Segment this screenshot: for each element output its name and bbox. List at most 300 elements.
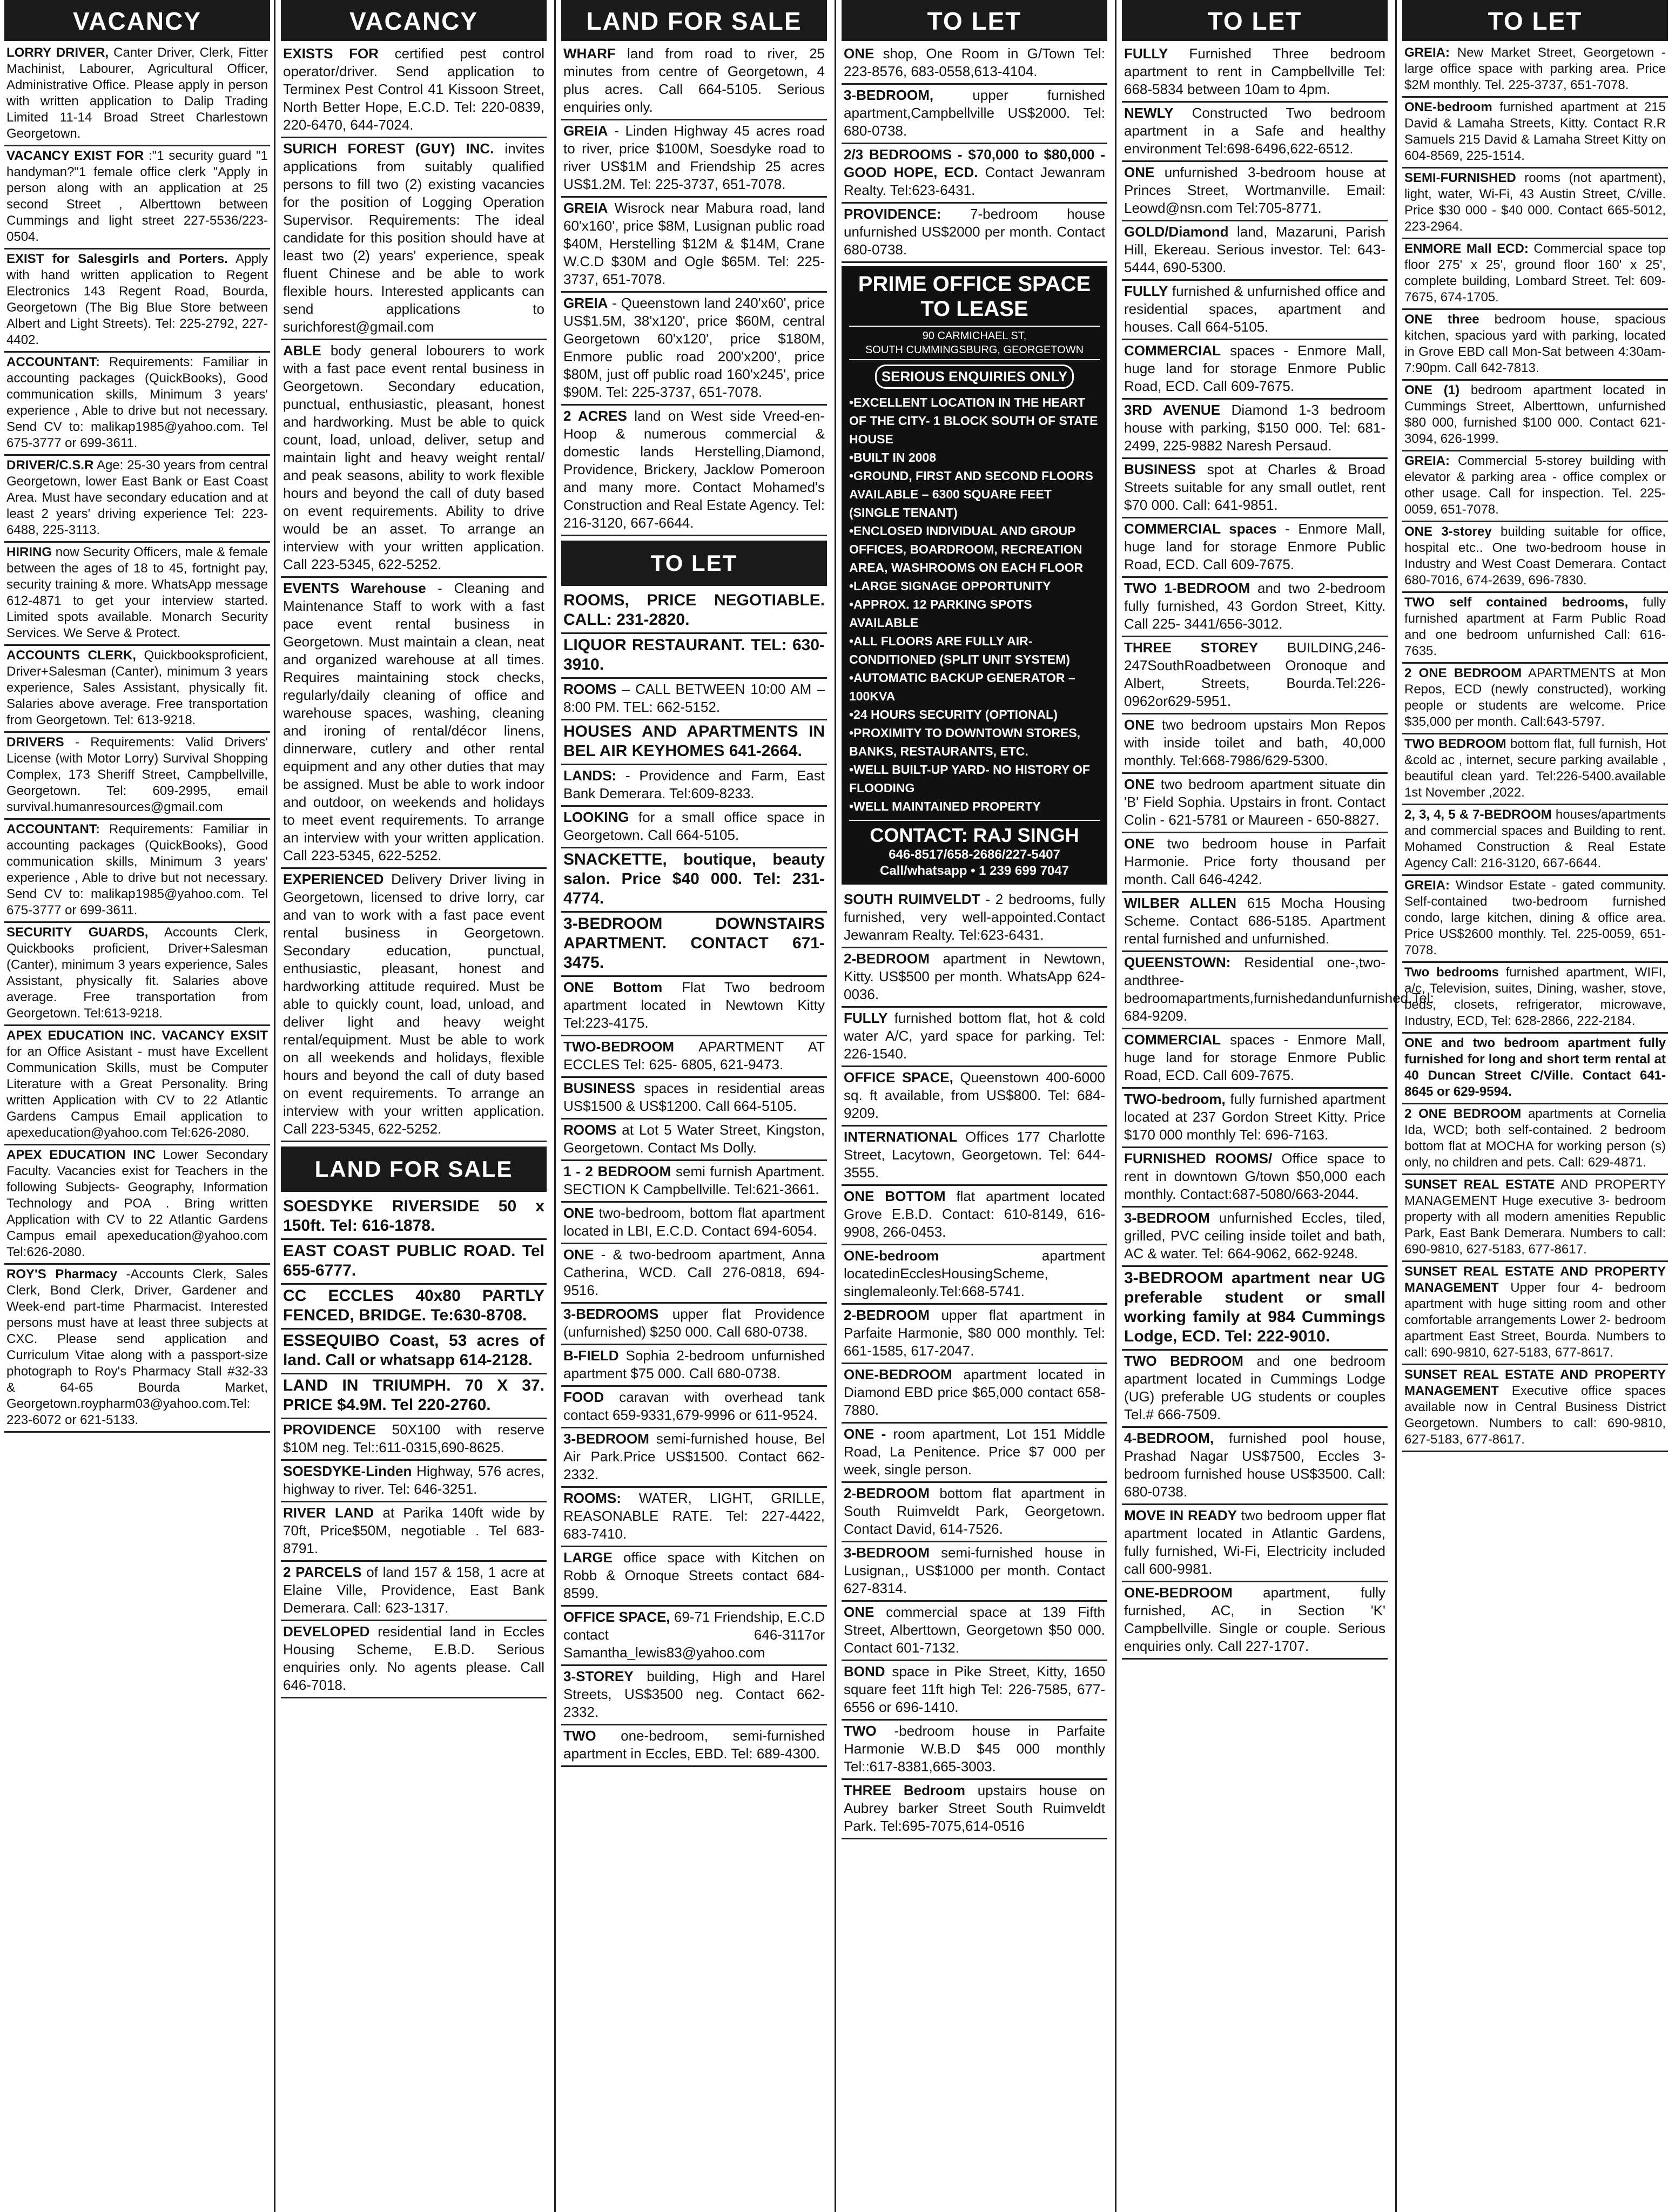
ad-lead: GREIA: xyxy=(1404,878,1450,893)
column-divider xyxy=(835,0,836,2212)
ad-text: for an Office Asistant - must have Excellent Communication Skills, must be Computer Literature with a Great Personality. Bring written Application with CV to 22 Atlantic Gardens Campus Email application to apexeducation@yahoo.com Tel:626-2080. xyxy=(6,1044,268,1140)
classified-ad xyxy=(4,543,270,646)
classified-ad xyxy=(1122,578,1388,637)
ad-lead: 2/3 BEDROOMS - $70,000 to $80,000 - GOOD HOPE, ECD. xyxy=(844,146,1105,180)
classified-ad xyxy=(842,1245,1107,1305)
ad-text: for a small office space in Georgetown. Call 664-5105. xyxy=(563,809,825,843)
ad-text: apartment, fully furnished, AC, in Section 'K' Campbellville. Single or couple. Serious enquiries only. Call 227-1707. xyxy=(1124,1584,1385,1654)
ad-lead: ENMORE Mall ECD: xyxy=(1404,241,1529,256)
classified-ad xyxy=(1122,1582,1388,1660)
ad-column xyxy=(1402,0,1668,2212)
ad-text: bedroom house, spacious kitchen, spacious yard with parking, located in Grove EBD call Mon-Sat between 4:30am-7:90pm. Call 642-7813. xyxy=(1404,312,1666,375)
ad-text: two bedroom apartment situate din 'B' Field Sophia. Upstairs in front. Contact Colin - 621-5781 or Maureen - 650-8827. xyxy=(1124,776,1385,828)
classified-ad xyxy=(561,1428,827,1488)
classified-ad xyxy=(561,1607,827,1666)
ad-text: 69-71 Friendship, E.C.D contact 646-3117or Samantha_lewis83@yahoo.com xyxy=(563,1609,825,1661)
ad-text: now Security Officers, male & female between the ages of 18 to 45, fortnight pay, security training & more. WhatsApp message 612-4871 to get your interview started. Limited spots available. Monarch Security Services. We Serve & Protect. xyxy=(6,545,268,640)
ad-lead: OFFICE SPACE, xyxy=(563,1609,670,1625)
ad-lead: CC ECCLES 40x80 PARTLY FENCED, BRIDGE. Te:630-8708. xyxy=(283,1287,544,1324)
ad-text: upper flat apartment in Parfaite Harmonie, $80 000 monthly. Tel: 661-1585, 617-2047. xyxy=(844,1307,1105,1359)
ad-lead: ACCOUNTS CLERK, xyxy=(6,648,136,663)
classified-ad xyxy=(4,1026,270,1145)
ad-text: Accounts Clerk, Quickbooks proficient, Driver+Salesman (Canter), minimum 3 years experience, Sales Assistant, physically fit. Salaries above average. Free transportation from Georgetown. Tel:613-9218. xyxy=(6,925,268,1021)
ad-lead: ONE-bedroom xyxy=(1404,100,1492,114)
classified-ad xyxy=(281,1621,547,1698)
classified-ad xyxy=(561,1547,827,1607)
prime-feature: •EXCELLENT LOCATION IN THE HEART OF THE CITY- 1 BLOCK SOUTH OF STATE HOUSE xyxy=(849,395,1098,446)
ad-text: land on West side Vreed-en-Hoop & numerous commercial & domestic lands Herstelling,Diamond, Providence, Brickery, Jacklow Pomeroon and many more. Contact Mohamed's Construction and Real Estate Agency. Tel: 216-3120, 667-6644. xyxy=(563,408,825,531)
ad-lead: ONE Bottom xyxy=(563,979,663,995)
ad-text: Age: 25-30 years from central Georgetown, lower East Bank or East Coast Area. Must have secondary education and at least 2 years' driving experience Tel: 223-6488, 225-3113. xyxy=(6,458,268,537)
ad-text: unfurnished Eccles, tiled, grilled, PVC ceiling inside toilet and bath, AC & water. Tel: 664-9062, 662-9248. xyxy=(1124,1210,1385,1262)
ad-text: furnished apartment at 215 David & Lamaha Streets, Kitty. Contact R.R Samuels 215 David & Lamaha Street Kitty on 604-8569, 225-1514. xyxy=(1404,100,1666,163)
ad-lead: LARGE xyxy=(563,1549,613,1566)
classified-ad xyxy=(1402,381,1668,451)
ad-text: rooms (not apartment), light, water, Wi-Fi, 43 Austin Street, C/ville. Price $30 000 - $40 000. Contact 665-5012, 223-2964. xyxy=(1404,171,1666,234)
classified-ad xyxy=(842,204,1107,263)
classified-ad xyxy=(281,1419,547,1461)
ad-text: commercial space at 139 Fifth Street, Alberttown, Georgetown $50 000. Contact 601-7132. xyxy=(844,1604,1105,1656)
classified-ad xyxy=(4,146,270,249)
classified-ad xyxy=(1402,1034,1668,1104)
classified-ad xyxy=(1122,340,1388,400)
ad-lead: ONE and two bedroom apartment fully furnished for long and short term rental at 40 Duncan Street C/Ville. Contact 641-8645 or 629-9594. xyxy=(1404,1036,1666,1099)
ad-text: fully furnished apartment at Farm Public Road and one bedroom unfurnished Call: 616-7635. xyxy=(1404,595,1666,658)
ad-lead: 3-BEDROOM xyxy=(563,1431,649,1447)
ad-text: land from road to river, 25 minutes from centre of Georgetown, 4 plus acres. Call 664-5105. Serious enquiries only. xyxy=(563,45,825,115)
ad-text: Lower Secondary Faculty. Vacancies exist for Teachers in the following Subjects- Geography, Information Technology and POA . Bring written Application with CV to 22 Atlantic Gardens Campus email apexeducation@yahoo.com Tel:626-2080. xyxy=(6,1148,268,1259)
classified-ad xyxy=(1402,664,1668,734)
ad-lead: BUSINESS xyxy=(1124,461,1196,477)
classified-ad xyxy=(842,889,1107,948)
ad-text: room apartment, Lot 151 Middle Road, La Penitence. Price $7 000 per week, single person. xyxy=(844,1426,1105,1478)
classified-ad xyxy=(561,807,827,848)
ad-lead: COMMERCIAL xyxy=(1124,342,1221,359)
ad-lead: ONE xyxy=(1124,164,1155,180)
ad-lead: OFFICE SPACE, xyxy=(844,1069,953,1085)
ad-text: upstairs house on Aubrey barker Street South Ruimveldt Park. Tel:695-7075,614-0516 xyxy=(844,1782,1106,1834)
ad-lead: ONE xyxy=(563,1246,594,1263)
ad-text: – CALL BETWEEN 10:00 AM – 8:00 PM. TEL: 662-5152. xyxy=(563,681,825,715)
ad-text: Quickbooksproficient, Driver+Salesman (Canter), minimum 3 years experience, Sales Assistant, physically fit. Salaries above average. Free transportation from Georgetown. Tel: 613-9218. xyxy=(6,648,268,727)
classified-ad xyxy=(561,634,827,679)
ad-lead: FULLY xyxy=(1124,283,1168,299)
classified-ad xyxy=(281,1461,547,1502)
prime-office-display-ad xyxy=(842,266,1107,885)
classified-ad xyxy=(1122,952,1434,1029)
classified-ad xyxy=(561,1304,827,1345)
classified-ad xyxy=(1122,1267,1388,1351)
ad-text: - 2 bedrooms, fully furnished, very well-appointed.Contact Jewanram Realty. Tel:623-6431. xyxy=(844,891,1105,943)
ad-lead: 4-BEDROOM, xyxy=(1124,1430,1214,1446)
ad-text: upper flat Providence (unfurnished) $250 000. Call 680-0738. xyxy=(563,1306,825,1340)
ad-lead: BUSINESS xyxy=(563,1080,635,1096)
ad-text: - Queenstown land 240'x60', price US$1.5M, 38'x120', price $60M, central Georgetown 60'x120', price $180M, Enmore public road 200'x200', price $80M, just off public road 160'x245', price $90M. Tel: 225-3737, 651-7078. xyxy=(563,295,825,400)
prime-feature: •PROXIMITY TO DOWNTOWN STORES, BANKS, RESTAURANTS, ETC. xyxy=(849,726,1081,758)
ad-text: Requirements: Familiar in accounting packages (QuickBooks), Good communication skills, Minimum 3 years' experience , Able to drive but not necessary. Send CV to: malikap1985@yahoo.com. Tel 675-3777 or 699-3611. xyxy=(6,355,268,450)
classified-ad xyxy=(1402,1262,1668,1365)
ad-lead: ONE xyxy=(563,1205,594,1221)
ad-column xyxy=(281,0,547,2212)
ad-lead: HOUSES AND APARTMENTS IN BEL AIR KEYHOMES 641-2664. xyxy=(563,723,825,760)
ad-text: one-bedroom, semi-furnished apartment in Eccles, EBD. Tel: 689-4300. xyxy=(563,1728,825,1762)
ad-lead: DRIVER/C.S.R xyxy=(6,458,94,473)
classified-ad xyxy=(1122,774,1388,833)
ad-text: furnished apartment, WIFI, a/c, Television, suites, Dining, washer, stove, beds, closets, refrigerator, microwave, Industry, ECD, Tel: 628-2866, 222-2184. xyxy=(1404,965,1666,1028)
ad-text: AND PROPERTY MANAGEMENT Huge executive 3- bedroom property with all modern amenities Republic Park, East Bank Demerara. Numbers to call: 690-9810, 627-5183, 677-8617. xyxy=(1404,1177,1666,1257)
ad-lead: SOUTH RUIMVELDT xyxy=(844,891,980,907)
ad-lead: ONE three xyxy=(1404,312,1479,327)
ad-text: apartments at Cornelia Ida, WCD; both self-contained. 2 bedroom bottom flat at MOCHA for working person (s) only, no children and pets. Call: 629-4871. xyxy=(1404,1107,1666,1170)
ad-text: two bedroom upper flat apartment located in Atlantic Gardens, fully furnished, Wi-Fi, Electricity included call 600-9981. xyxy=(1124,1507,1385,1577)
ad-lead: FOOD xyxy=(563,1389,604,1405)
ad-lead: 3-BEDROOM, xyxy=(844,87,934,103)
ad-lead: QUEENSTOWN: xyxy=(1124,954,1231,970)
prime-address-line: SOUTH CUMMINGSBURG, GEORGETOWN xyxy=(865,344,1084,356)
ad-lead: FULLY xyxy=(1124,45,1168,62)
prime-phones: 646-8517/658-2686/227-5407 xyxy=(889,847,1060,862)
ad-text: body general loboure​rs to work with a fast pace event rental business in Georgetown. Secondary education, punctual, enthusiastic, pleasant, honest and hardworking. Must be able to quick count, load, unload, deliver, setup and maintain light and heavy weight rental/ and peak seasons, ability to work flexible hours and beyond the call of duty based on event requirements. Ability to drive would be an asset. To arrange an interview with your written application. Call 223-5345, 622-5252. xyxy=(283,342,544,572)
ad-lead: THREE Bedroom xyxy=(844,1782,965,1798)
classified-ad xyxy=(561,1120,827,1161)
ad-lead: ONE xyxy=(1124,717,1155,733)
classified-ad xyxy=(842,1186,1107,1245)
classified-ad xyxy=(1402,1175,1668,1262)
ad-text: WATER, LIGHT, GRILLE, REASONABLE RATE. Tel: 227-4422, 683-7410. xyxy=(563,1490,825,1542)
ad-text: Offices 177 Charlotte Street, Lacytown, Georgetown. Tel: 644-3555. xyxy=(844,1129,1105,1181)
ad-lead: WHARF xyxy=(563,45,616,62)
ad-text: New Market Street, Georgetown - large office space with parking area. Price $2M monthly. Tel. 225-3737, 651-7078. xyxy=(1404,45,1666,92)
ad-lead: 3-BEDROOM xyxy=(1124,1210,1210,1226)
ad-text: :"1 security guard "1 handyman?"1 female office clerk "Apply in person along with an application at 25 second Street , Alberttown between Cummings and light street 227-5536/223-0504. xyxy=(6,149,268,244)
ad-text: 7-bedroom house unfurnished US$2000 per month. Contact 680-0738. xyxy=(844,206,1105,258)
ad-text: Apply with hand written application to Regent Electronics 143 Regent Road, Bourda, Georgetown (The Big Blue Store between Albert and Light Streets). Tel: 225-2792, 227-4402. xyxy=(6,252,268,347)
ad-lead: 2, 3, 4, 5 & 7-BEDROOM xyxy=(1404,807,1552,822)
classified-ad xyxy=(842,1721,1107,1780)
ad-text: Residential one-,two-andthree-bedroomapartments,furnishedandunfurnished.Tel: 684-9209. xyxy=(1124,954,1434,1024)
classified-ad xyxy=(842,1483,1107,1542)
classified-ad xyxy=(842,1542,1107,1602)
ad-lead: EXISTS FOR xyxy=(283,45,379,62)
classified-ad xyxy=(842,948,1107,1008)
classified-ad xyxy=(842,85,1107,144)
ad-lead: THREE STOREY xyxy=(1124,639,1259,656)
ad-text: Sophia 2-bedroom unfurnished apartment $75 000. Call 680-0738. xyxy=(563,1347,825,1381)
ad-text: spaces - Enmore Mall, huge land for storage Enmore Public Road, ECD. Call 609-7675. xyxy=(1124,342,1385,394)
classified-ad xyxy=(4,1145,270,1265)
prime-feature: •LARGE SIGNAGE OPPORTUNITY xyxy=(849,579,1051,593)
ad-lead: GREIA: xyxy=(1404,45,1450,60)
classified-ad xyxy=(842,1305,1107,1364)
classified-ad xyxy=(561,406,827,536)
classified-ad xyxy=(281,1330,547,1374)
ad-lead: ONE BOTTOM xyxy=(844,1188,946,1204)
classified-ad xyxy=(1402,805,1668,876)
ad-text: space in Pike Street, Kitty, 1650 square feet 11ft high Tel: 226-7585, 677-6556 or 696-1410. xyxy=(844,1663,1105,1715)
section-header: TO LET xyxy=(842,0,1107,41)
ad-text: apartment locatedinEcclesHousingScheme, singlemaleonly.Tel:668-5741. xyxy=(844,1247,1105,1299)
ad-lead: APEX EDUCATION INC. VACANCY EXSIT xyxy=(6,1028,268,1043)
classified-ad xyxy=(1122,1208,1388,1267)
classified-ad xyxy=(842,1127,1107,1186)
classified-ad xyxy=(842,1364,1107,1424)
ad-column xyxy=(561,0,827,2212)
ad-text: two-bedroom, bottom flat apartment located in LBI, E.C.D. Contact 694-6054. xyxy=(563,1205,825,1239)
classified-ad xyxy=(1122,1351,1388,1428)
ad-text: caravan with overhead tank contact 659-9331,679-9996 or 611-9524. xyxy=(563,1389,825,1423)
ad-text: furnished & unfurnished office and residential spaces, apartment and houses. Call 664-5105. xyxy=(1124,283,1385,335)
ad-lead: SECURITY GUARDS, xyxy=(6,925,149,940)
ad-text: office space with Kitchen on Robb & Ornoque Streets contact 684-8599. xyxy=(563,1549,825,1601)
ad-text: invites applications from suitably qualified persons to fill two (2) existing vacancies for the position of Logging Operation Supervisor. Requirements: The ideal candidate for this position should have at least two (2) years' experience, speak fluent Chinese and be able to work flexible hours. Interested applicants can send applications to surichforest@gmail.com xyxy=(283,140,544,335)
ad-lead: FURNISHED ROOMS/ xyxy=(1124,1150,1273,1166)
classified-ad xyxy=(561,1078,827,1120)
section-header: VACANCY xyxy=(281,0,547,41)
ad-text: of land 157 & 158, 1 acre at Elaine Ville, Providence, East Bank Demerara. Call: 623-1317. xyxy=(283,1564,544,1616)
ad-text: bedroom apartment located in Cummings Street, Alberttown, unfurnished $80 000, furnished $100 000. Contact 621-3094, 626-1999. xyxy=(1404,383,1666,446)
ad-text: Queenstown 400-6000 sq. ft available, from US$800. Tel: 684-9209. xyxy=(844,1069,1105,1121)
classified-ad xyxy=(561,977,827,1036)
ad-lead: ONE-bedroom xyxy=(844,1247,939,1264)
classified-ad xyxy=(1402,239,1668,310)
ad-column xyxy=(842,0,1107,2212)
prime-whatsapp: Call/whatsapp • 1 239 699 7047 xyxy=(880,864,1069,878)
ad-lead: PROVIDENCE: xyxy=(844,206,941,222)
ad-lead: TWO BEDROOM xyxy=(1124,1353,1243,1369)
ad-lead: 2 PARCELS xyxy=(283,1564,362,1580)
classified-ad xyxy=(561,1244,827,1304)
ad-text: - & two-bedroom apartment, Anna Catherina, WCD. Call 276-0818, 694-9516. xyxy=(563,1246,825,1298)
ad-lead: INTERNATIONAL xyxy=(844,1129,958,1145)
classified-ad xyxy=(561,1666,827,1725)
classified-ad xyxy=(1402,1365,1668,1452)
ad-text: -bedroom house in Parfaite Harmonie W.B.D $45 000 monthly Tel::617-8381,665-3003. xyxy=(844,1723,1106,1775)
classified-ad xyxy=(1122,714,1388,774)
ad-text: and one bedroom apartment located in Cummings Lodge (UG) preferable UG students or couples Tel.# 666-7509. xyxy=(1124,1353,1385,1422)
ad-lead: TWO xyxy=(844,1723,877,1739)
ad-text: Commercial space top floor 275' x 25', ground floor 160' x 25', complete building, Lombard Street. Tel: 609-7675, 674-1705. xyxy=(1404,241,1666,305)
classified-ad xyxy=(1402,451,1668,522)
ad-text: - Linden Highway 45 acres road to river, price $100M, Soesdyke road to river US$1M and Friendship 25 acres US$1.2M. Tel: 225-3737, 651-7078. xyxy=(563,123,825,192)
ad-lead: SUNSET REAL ESTATE AND PROPERTY MANAGEMENT xyxy=(1404,1367,1666,1398)
ad-text: building suitable for office, hospital etc.. One two-bedroom house in Industry and West Coast Demerara. Contact 680-7016, 674-2639, 696-7830. xyxy=(1404,524,1666,588)
ad-lead: TWO-bedroom, xyxy=(1124,1091,1226,1107)
classified-ad xyxy=(1122,637,1388,714)
ad-lead: LANDS: xyxy=(563,767,617,784)
ad-lead: ONE - xyxy=(844,1426,886,1442)
ad-text: apartment in Newtown, Kitty. US$500 per month. WhatsApp 624-0036. xyxy=(844,950,1105,1002)
ad-lead: COMMERCIAL spaces xyxy=(1124,521,1277,537)
ad-lead: TWO BEDROOM xyxy=(1404,737,1506,751)
classified-ad xyxy=(561,720,827,765)
ad-lead: SUNSET REAL ESTATE xyxy=(1404,1177,1555,1192)
ad-text: APARTMENT AT ECCLES Tel: 625- 6805, 621-9473. xyxy=(563,1038,825,1073)
ad-text: fully furnished apartment located at 237 Gordon Street Kitty. Price $170 000 monthly Tel: 696-7163. xyxy=(1124,1091,1385,1143)
prime-feature: •GROUND, FIRST AND SECOND FLOORS AVAILABLE – 6300 SQUARE FEET (SINGLE TENANT) xyxy=(849,469,1093,520)
classified-ad xyxy=(281,43,547,138)
classified-ad xyxy=(281,138,547,340)
ad-lead: ONE xyxy=(844,45,875,62)
ad-text: houses/apartments and commercial spaces and Building to rent. Mohamed Construction & Real Estate Agency Call: 216-3120, 667-6644. xyxy=(1404,807,1666,871)
ad-lead: BOND xyxy=(844,1663,885,1680)
ad-lead: SUNSET REAL ESTATE AND PROPERTY MANAGEMENT xyxy=(1404,1264,1666,1295)
ad-text: unfurnished 3-bedroom house at Princes Street, Wortmanville. Email: Leowd@nsn.com Tel:705-8771. xyxy=(1124,164,1385,216)
classified-ad xyxy=(281,1374,547,1419)
ad-text: building, High and Harel Streets, US$3500 neg. Contact 662-2332. xyxy=(563,1668,825,1720)
ad-lead: APEX EDUCATION INC xyxy=(6,1148,156,1162)
section-header: TO LET xyxy=(1122,0,1388,41)
classified-ad xyxy=(842,1780,1107,1839)
ad-lead: EXPERIENCED xyxy=(283,871,384,887)
ad-lead: B-FIELD xyxy=(563,1347,619,1364)
ad-lead: LOOKING xyxy=(563,809,629,825)
ad-text: semi furnish Apartment. SECTION K Campbellville. Tel:621-3661. xyxy=(563,1163,825,1197)
classified-ad xyxy=(1122,281,1388,340)
ad-text: Furnished Three bedroom apartment to rent in Campbellville Tel: 668-5834 between 10am to 4pm. xyxy=(1124,45,1385,97)
classified-ad xyxy=(561,1488,827,1547)
ad-text: Upper four 4- bedroom apartment with huge sitting room and other comfortable arrangements Lower 2- bedroom apartment East Street, Bourda. Numbers to call: 690-9810, 627-5183, 677-8617. xyxy=(1404,1280,1666,1360)
ad-text: at Parika 140ft wide by 70ft, Price$50M, negotiable . Tel 683-8791. xyxy=(283,1505,544,1556)
ad-text: bottom flat apartment in South Ruimveldt Park, Georgetown. Contact David, 614-7526. xyxy=(844,1485,1105,1537)
ad-text: Windsor Estate - gated community. Self-contained two-bedroom furnished condo, large kitchen, dining & office area. Price US$2600 monthly. Tel. 225-0059, 651-7078. xyxy=(1404,878,1666,957)
serious-enquiries-badge: SERIOUS ENQUIRIES ONLY xyxy=(875,365,1074,389)
ad-lead: 2 ACRES xyxy=(563,408,627,424)
classified-ad xyxy=(4,249,270,353)
ad-text: Delivery Driver living in Georgetown, licensed to drive lorry, car and van to work with a fast pace event rental business in Georgetown. Secondary education, punctual, enthusiastic, pleasant, honest and hardworking attitude required. Must be able to quickly count, load, unload, and deliver light and heavy weight rental/equipment. Must be able to work on all weekends and holidays, flexible hours and beyond the call of duty based on event requirements. To arrange an interview with your written application. Call 223-5345, 622-5252. xyxy=(283,871,544,1137)
ad-text: APARTMENTS at Mon Repos, ECD (newly constructed), working people or students are welcome. Price $35,000 per month. Call:643-5797. xyxy=(1404,666,1666,729)
classified-ad xyxy=(1402,522,1668,593)
ad-text: -Accounts Clerk, Sales Clerk, Bond Clerk, Driver, Gardener and Week-end part-time Pharmacist. Interested persons must have at least three subjects at CXC. Please send application and Curriculum Vitae along with a passport-size photograph to Roy's Pharmacy Stall #32-33 & 64-65 Bourda Market, Georgetown.roypharm03@yahoo.com.Tel: 223-6072 or 621-5133. xyxy=(6,1267,268,1427)
ad-text: Contact Jewanram Realty. Tel:623-6431. xyxy=(844,164,1105,198)
classified-ad xyxy=(281,1562,547,1621)
ad-lead: ONE 3-storey xyxy=(1404,524,1492,539)
classified-ad xyxy=(1122,1089,1388,1148)
column-divider xyxy=(554,0,556,2212)
ad-text: Flat Two bedroom apartment located in Newtown Kitty Tel:223-4175. xyxy=(563,979,825,1031)
ad-text: Diamond 1-3 bedroom house with parking, $150 000. Tel: 681-2499, 225-9882 Naresh Persaud. xyxy=(1124,402,1385,454)
ad-lead: TWO-BEDROOM xyxy=(563,1038,675,1055)
ad-lead: 1 - 2 BEDROOM xyxy=(563,1163,671,1179)
ad-lead: FULLY xyxy=(844,1010,888,1026)
ad-text: Constructed Two bedroom apartment in a Safe and healthy environment Tel:698-6496,622-6512. xyxy=(1124,105,1385,157)
classified-ad xyxy=(281,1285,547,1330)
ad-lead: GREIA: xyxy=(1404,454,1450,468)
ad-lead: ROY'S Pharmacy xyxy=(6,1267,117,1282)
classified-ad xyxy=(561,1345,827,1387)
classified-ad xyxy=(1402,310,1668,381)
ad-lead: NEWLY xyxy=(1124,105,1174,121)
classified-ad xyxy=(842,1424,1107,1483)
ad-text: semi-furnished house, Bel Air Park.Price US$1500. Contact 662-2332. xyxy=(563,1431,825,1482)
ad-text: two bedroom upstairs Mon Repos with inside toilet and bath, 40,000 monthly. Tel:668-7986/629-5300. xyxy=(1124,717,1385,768)
classified-ad xyxy=(842,1008,1107,1067)
ad-lead: EAST COAST PUBLIC ROAD. Tel 655-6777. xyxy=(283,1242,544,1279)
ad-column xyxy=(4,0,270,2212)
ad-text: - Providence and Farm, East Bank Demerara. Tel:609-8233. xyxy=(563,767,825,801)
ad-text: Highway, 576 acres, highway to river. Tel: 646-3251. xyxy=(283,1463,544,1497)
classified-ad xyxy=(1122,43,1388,103)
prime-feature: •WELL MAINTAINED PROPERTY xyxy=(849,799,1041,813)
ad-text: certified pest control operator/driver. Send application to Terminex Pest Control 41 Kissoon Street, North Better Hope, E.C.D. Tel: 220-0839, 220-6470, 644-7024. xyxy=(283,45,545,133)
ad-lead: ONE-BEDROOM xyxy=(1124,1584,1233,1601)
classified-ad xyxy=(561,765,827,807)
classified-ad xyxy=(561,43,827,120)
ad-lead: 3-BEDROOMS xyxy=(563,1306,659,1322)
ad-text: shop, One Room in G/Town Tel: 223-8576, 683-0558,613-4104. xyxy=(844,45,1105,79)
classified-ad xyxy=(1122,162,1388,221)
ad-lead: COMMERCIAL xyxy=(1124,1031,1221,1048)
prime-address-line: 90 CARMICHAEL ST, xyxy=(922,330,1027,342)
ad-lead: TWO xyxy=(563,1728,596,1744)
ad-text: upper furnished apartment,Campbellville US$2000. Tel: 680-0738. xyxy=(844,87,1105,139)
ad-lead: 3-BEDROOM DOWNSTAIRS APARTMENT. CONTACT 671-3475. xyxy=(563,915,825,972)
classified-ad xyxy=(561,1387,827,1428)
section-header: LAND FOR SALE xyxy=(281,1147,547,1192)
ad-lead: ROOMS xyxy=(563,681,617,697)
ad-lead: LAND IN TRIUMPH. 70 X 37. PRICE $4.9M. Tel 220-2760. xyxy=(283,1377,544,1414)
ad-lead: SURICH FOREST (GUY) INC. xyxy=(283,140,494,157)
column-divider xyxy=(274,0,275,2212)
ad-lead: PROVIDENCE xyxy=(283,1421,376,1438)
ad-lead: EXIST for Salesgirls and Porters. xyxy=(6,252,228,266)
classified-ad xyxy=(842,144,1107,204)
ad-lead: VACANCY EXIST FOR xyxy=(6,149,144,163)
classified-ad xyxy=(1122,1148,1388,1208)
prime-subtitle: TO LEASE xyxy=(920,297,1028,321)
classified-ad xyxy=(1122,459,1388,518)
classified-ad xyxy=(4,820,270,923)
ad-lead: SOESDYKE RIVERSIDE 50 x 150ft. Tel: 616-1878. xyxy=(283,1197,544,1235)
ad-lead: 3-BEDROOM xyxy=(844,1545,930,1561)
classified-ad xyxy=(4,733,270,820)
classified-ad xyxy=(4,1265,270,1433)
ad-lead: ONE xyxy=(844,1604,875,1620)
prime-contact: CONTACT: RAJ SINGH xyxy=(849,820,1100,847)
column-divider xyxy=(1395,0,1397,2212)
ad-lead: GOLD/Diamond xyxy=(1124,224,1229,240)
prime-feature-list xyxy=(849,393,1100,815)
ad-text: spaces in residential areas US$1500 & US$1200. Call 664-5105. xyxy=(563,1080,825,1114)
ad-lead: ESSEQUIBO Coast, 53 acres of land. Call or whatsapp 614-2128. xyxy=(283,1332,544,1369)
ad-lead: ACCOUNTANT: xyxy=(6,355,100,369)
section-header: TO LET xyxy=(561,541,827,586)
ad-text: spaces - Enmore Mall, huge land for storage Enmore Public Road, ECD. Call 609-7675. xyxy=(1124,1031,1385,1083)
classified-ad xyxy=(4,353,270,456)
classified-ad xyxy=(4,43,270,146)
classified-ad xyxy=(1402,734,1668,805)
ad-text: apartment located in Diamond EBD price $65,000 contact 658-7880. xyxy=(844,1366,1105,1418)
ad-text: - Cleaning and Maintenance Staff to work with a fast pace event rental business in Georgetown. Must maintain a clean, neat and organized warehouse at all times. Requires maintaining stock checks, regularly/daily cleaning of office and warehouse spaces, washing, cleaning and ironing of rental/décor linens, dinnerware, cutlery and other rental equipment and any other duties that may be assigned. Must be able to work indoor and outdoor, on weekends and holidays to meet event requirements. To arrange an interview with your written application. Call 223-5345, 622-5252. xyxy=(283,580,544,864)
prime-feature: •APPROX. 12 PARKING SPOTS AVAILABLE xyxy=(849,597,1032,630)
ad-text: Wisrock near Mabura road, land 60'x160', price $8M, Lusignan public road $40M, Herstelling $12M & $14M, Crane W.C.D $30M and Ogle $65M. Tel: 225-3737, 651-7078. xyxy=(563,200,825,287)
ad-lead: SEMI-FURNISHED xyxy=(1404,171,1516,185)
classified-ad xyxy=(842,1602,1107,1661)
prime-feature: •AUTOMATIC BACKUP GENERATOR – 100KVA xyxy=(849,671,1075,703)
classified-ad xyxy=(561,120,827,198)
ad-text: Canter Driver, Clerk, Fitter Machinist, Labourer, Agricultural Officer, Administrative Office. Please apply in person with written application to Dalip Trading Limited 11-14 Broad Street Charlestown Georgetown. xyxy=(6,45,268,141)
ad-text: - Requirements: Valid Drivers' License (with Motor Lorry) Survival Shopping Complex, 173 Sheriff Street, Campbellville, Georgetown. Tel: 609-2995, email survival.humanresources@gmail.com xyxy=(6,735,268,814)
ad-lead: HIRING xyxy=(6,545,52,559)
ad-text: flat apartment located Grove E.B.D. Contact: 610-8149, 616-9908, 266-0453. xyxy=(844,1188,1105,1240)
ad-text: 615 Mocha Housing Scheme. Contact 686-5185. Apartment rental furnished and unfurnished. xyxy=(1124,895,1385,947)
ad-lead: ONE-BEDROOM xyxy=(844,1366,952,1382)
classified-ad xyxy=(1122,893,1388,952)
ad-text: 50X100 with reserve $10M neg. Tel::611-0315,690-8625. xyxy=(283,1421,544,1455)
ad-text: Office space to rent in downtown G/town $50,000 each monthly. Contact:687-5080/663-2044. xyxy=(1124,1150,1385,1202)
ad-lead: TWO self contained bedrooms, xyxy=(1404,595,1629,610)
ad-lead: 3-STOREY xyxy=(563,1668,634,1684)
ad-text: Commercial 5-storey building with elevator & parking area - office complex or other usage. Call for inspection. Tel. 225-0059, 651-7078. xyxy=(1404,454,1666,517)
